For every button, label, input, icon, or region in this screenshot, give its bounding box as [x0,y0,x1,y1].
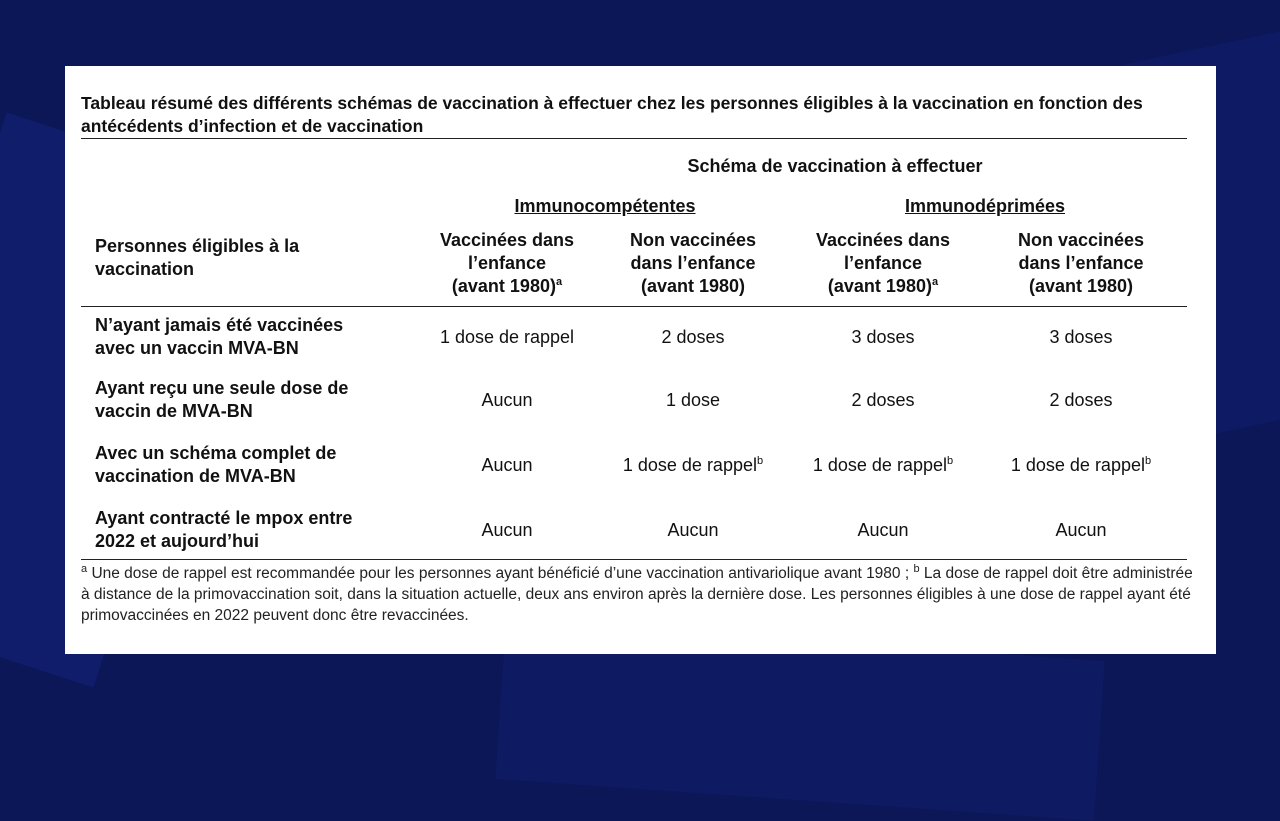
table-cell: Aucun [857,520,909,540]
table-cell: Aucun [667,520,719,540]
table-cell: 2 doses [1049,390,1113,410]
table-row-label: N’ayant jamais été vaccinées avec un vaccin MVA-BN [95,315,344,358]
table-cell: 1 dose [665,390,721,410]
row-header: Personnes éligibles à la vaccination [95,236,300,279]
group-immunodeprimed: Immunodéprimées [904,196,1066,216]
table-cell: Aucun [481,455,533,475]
table-row-label: Ayant contracté le mpox entre 2022 et aujourd’hui [95,508,353,551]
table-cell: 1 dose de rappel [439,327,575,347]
table-title: Tableau résumé des différents schémas de vaccination à effectuer chez les personnes éligibles à la vaccination en fonction des antécédents d’infection et de vaccination [81,93,1143,136]
table-cell: 3 doses [1049,327,1113,347]
col-header-vaccinated-immunocompetent: Vaccinées dans l’enfance (avant 1980)$^a$ [439,230,575,296]
header-rule [81,306,1187,307]
table-cell: 2 doses [851,390,915,410]
table-cell: Aucun [481,520,533,540]
table-row-label: Avec un schéma complet de vaccination de MVA-BN [95,443,337,486]
bottom-rule [81,559,1187,560]
group-immunocompetent: Immunocompétentes [514,196,696,216]
table-cell: 1 dose de rappel$^b$ [812,455,954,475]
top-rule [81,138,1187,139]
col-header-unvaccinated-immunodeprimed: Non vaccinées dans l’enfance (avant 1980) [1017,230,1145,296]
col-header-unvaccinated-immunocompetent: Non vaccinées dans l’enfance (avant 1980) [629,230,757,296]
table-cell: 1 dose de rappel$^b$ [622,455,764,475]
col-header-vaccinated-immunodeprimed: Vaccinées dans l’enfance (avant 1980)$^a$ [815,230,951,296]
table-cell: Aucun [481,390,533,410]
document-page [65,66,1216,654]
schema-heading: Schéma de vaccination à effectuer [687,156,983,176]
table-cell: 3 doses [851,327,915,347]
table-row-label: Ayant reçu une seule dose de vaccin de MVA-BN [95,378,349,421]
footnote: $^a$ Une dose de rappel est recommandée pour les personnes ayant bénéficié d’une vaccination antivariolique avant 1980 ; $^b$ La dose de rappel doit être administrée à distance de la primovaccination soit, dans la situation actuelle, deux ans environ après la dernière dose. Les personnes éligibles à une dose de rappel ayant été primovaccinées en 2022 peuvent donc être revaccinées. [81,562,1193,624]
table-cell: 2 doses [661,327,725,347]
table-cell: Aucun [1055,520,1107,540]
table-cell: 1 dose de rappel$^b$ [1010,455,1152,475]
